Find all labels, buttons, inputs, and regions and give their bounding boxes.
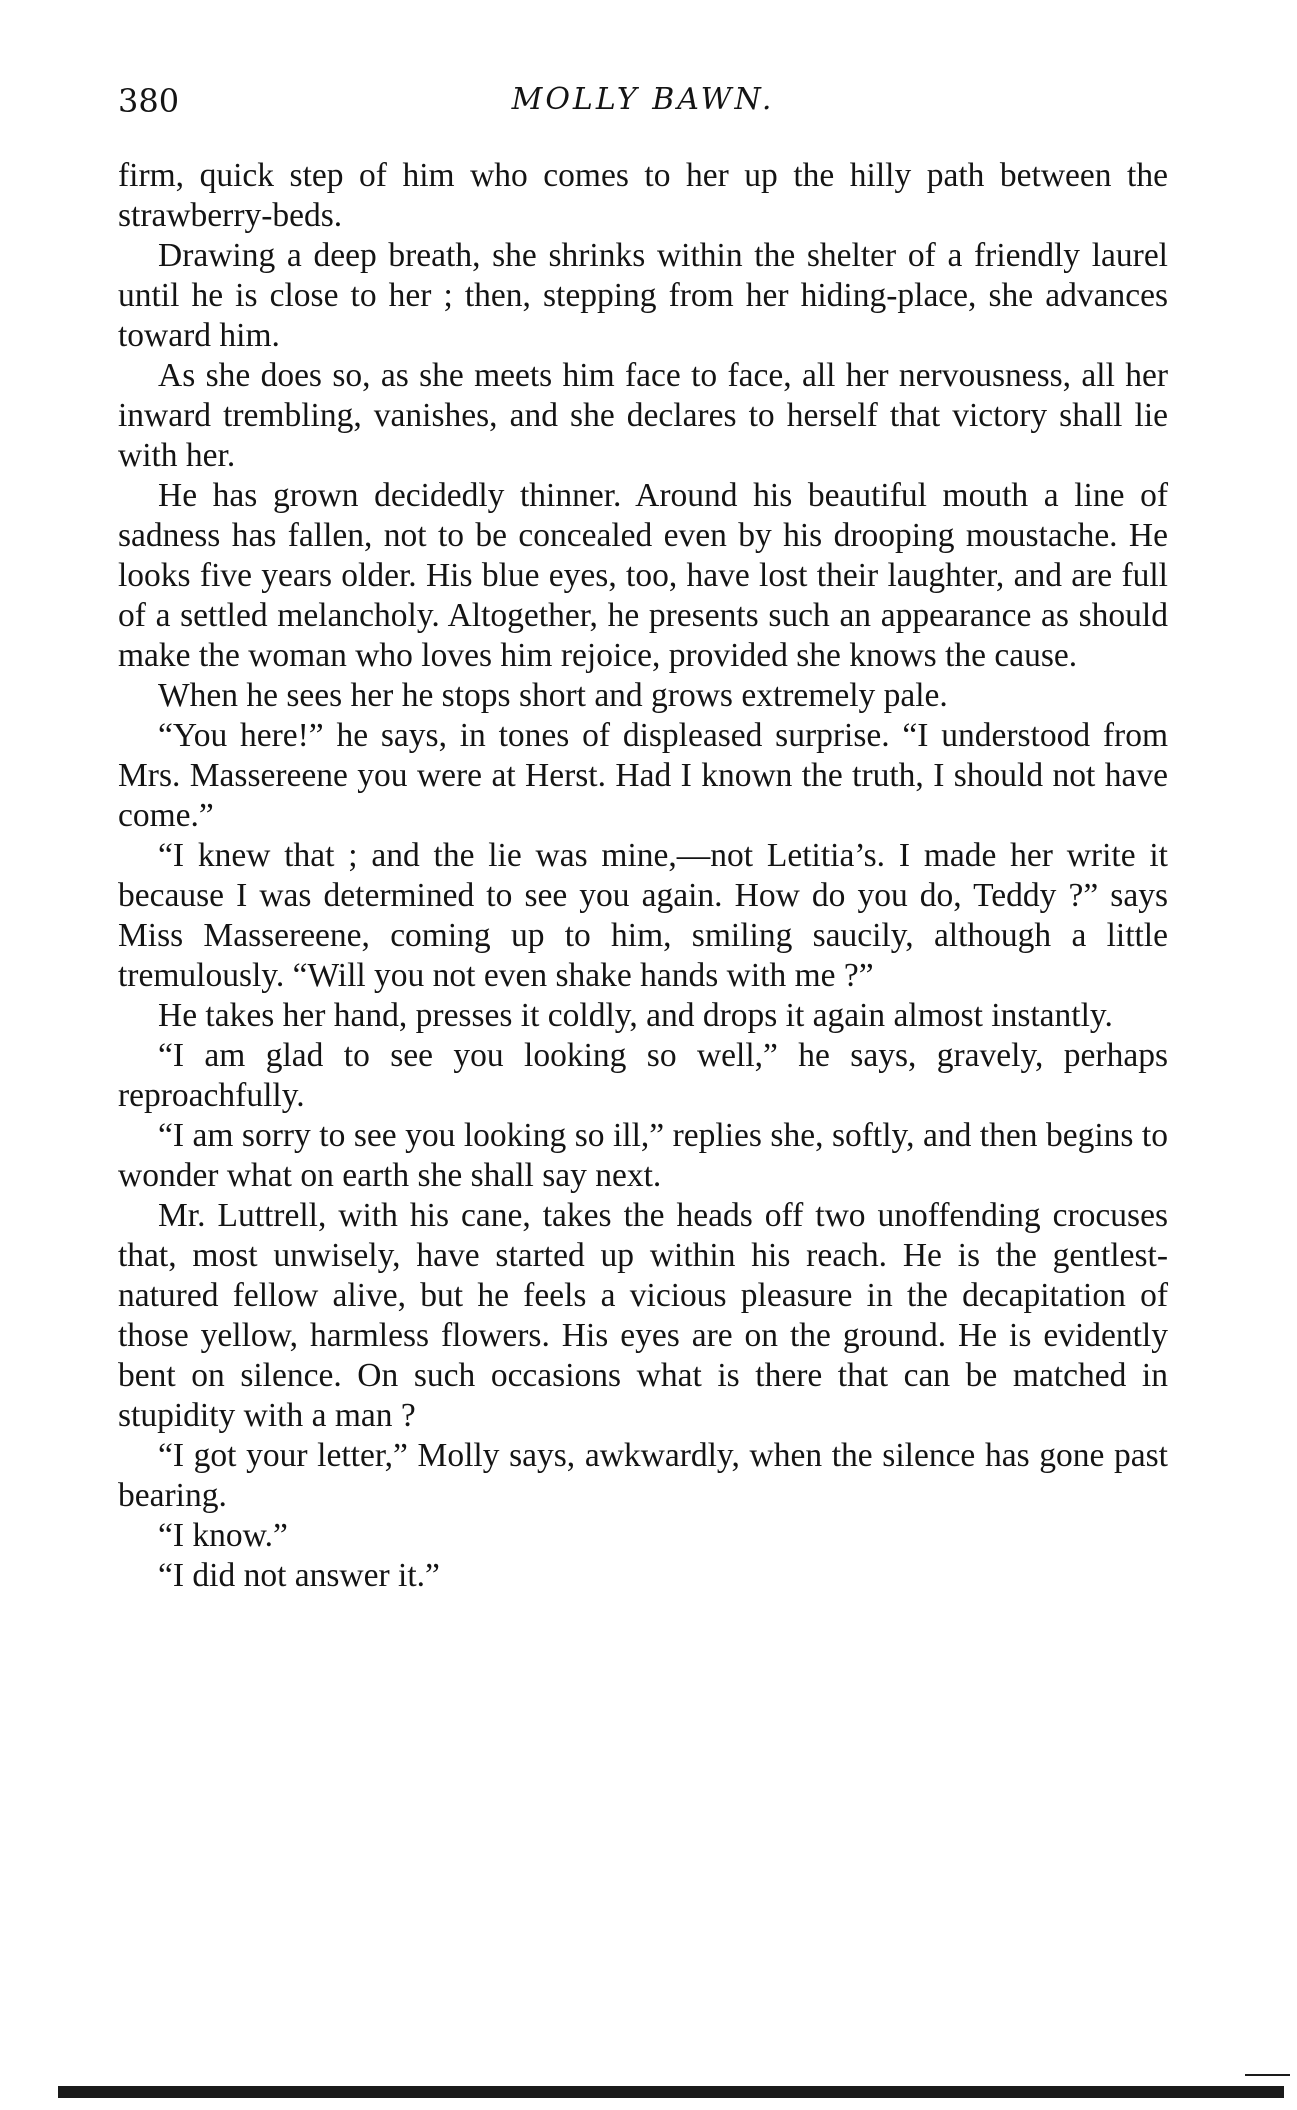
paragraph: He takes her hand, presses it coldly, and drops it again almost instantly. xyxy=(158,997,1113,1034)
bottom-rule xyxy=(58,2086,1284,2098)
paragraph: “I got your letter,” Molly says, awkwardly, when the silence has gone past bearing. xyxy=(118,1437,1168,1514)
paragraph: Drawing a deep breath, she shrinks within the shelter of a friendly laurel until he is close to her ; then, stepping from her hiding-place, she advances toward him. xyxy=(118,237,1168,354)
paragraph: As she does so, as she meets him face to face, all her nervousness, all her inward trembling, vanishes, and she declares to herself that victory shall lie with her. xyxy=(118,357,1168,474)
paragraph: “I knew that ; and the lie was mine,—not Letitia’s. I made her write it because I was determined to see you again. How do you do, Teddy ?” says Miss Massereene, coming up to him, smiling saucily, although a little tremulously. “Will you not even shake hands with me ?” xyxy=(118,837,1168,994)
page-number: 380 xyxy=(118,82,180,120)
paragraph: “I did not answer it.” xyxy=(158,1557,440,1594)
paragraph: Mr. Luttrell, with his cane, takes the heads off two unoffending crocuses that, most unwisely, have started up within his reach. He is the gentlest-natured fellow alive, but he feels a vicious pleasure in the decapitation of those yellow, harmless flowers. His eyes are on the ground. He is evidently bent on silence. On such occasions what is there that can be matched in stupidity with a man ? xyxy=(118,1197,1168,1434)
paragraph: firm, quick step of him who comes to her up the hilly path between the strawberry-beds. xyxy=(118,157,1168,234)
paragraph: “You here!” he says, in tones of displeased surprise. “I understood from Mrs. Massereene you were at Herst. Had I known the truth, I should not have come.” xyxy=(118,717,1168,834)
page-header xyxy=(118,82,1168,132)
paragraph: “I am glad to see you looking so well,” he says, gravely, perhaps reproachfully. xyxy=(118,1037,1168,1114)
paragraph: When he sees her he stops short and grows extremely pale. xyxy=(158,677,948,714)
paragraph: “I am sorry to see you looking so ill,” replies she, softly, and then begins to wonder what on earth she shall say next. xyxy=(118,1117,1168,1194)
paragraph: He has grown decidedly thinner. Around his beautiful mouth a line of sadness has fallen, not to be concealed even by his drooping moustache. He looks five years older. His blue eyes, too, have lost their laughter, and are full of a settled melancholy. Altogether, he presents such an appearance as should make the woman who loves him rejoice, provided she knows the cause. xyxy=(118,477,1168,674)
running-title: MOLLY BAWN. xyxy=(511,82,775,117)
rule-tail xyxy=(1245,2074,1290,2076)
body-text xyxy=(118,156,1168,1596)
paragraph: “I know.” xyxy=(158,1517,288,1554)
